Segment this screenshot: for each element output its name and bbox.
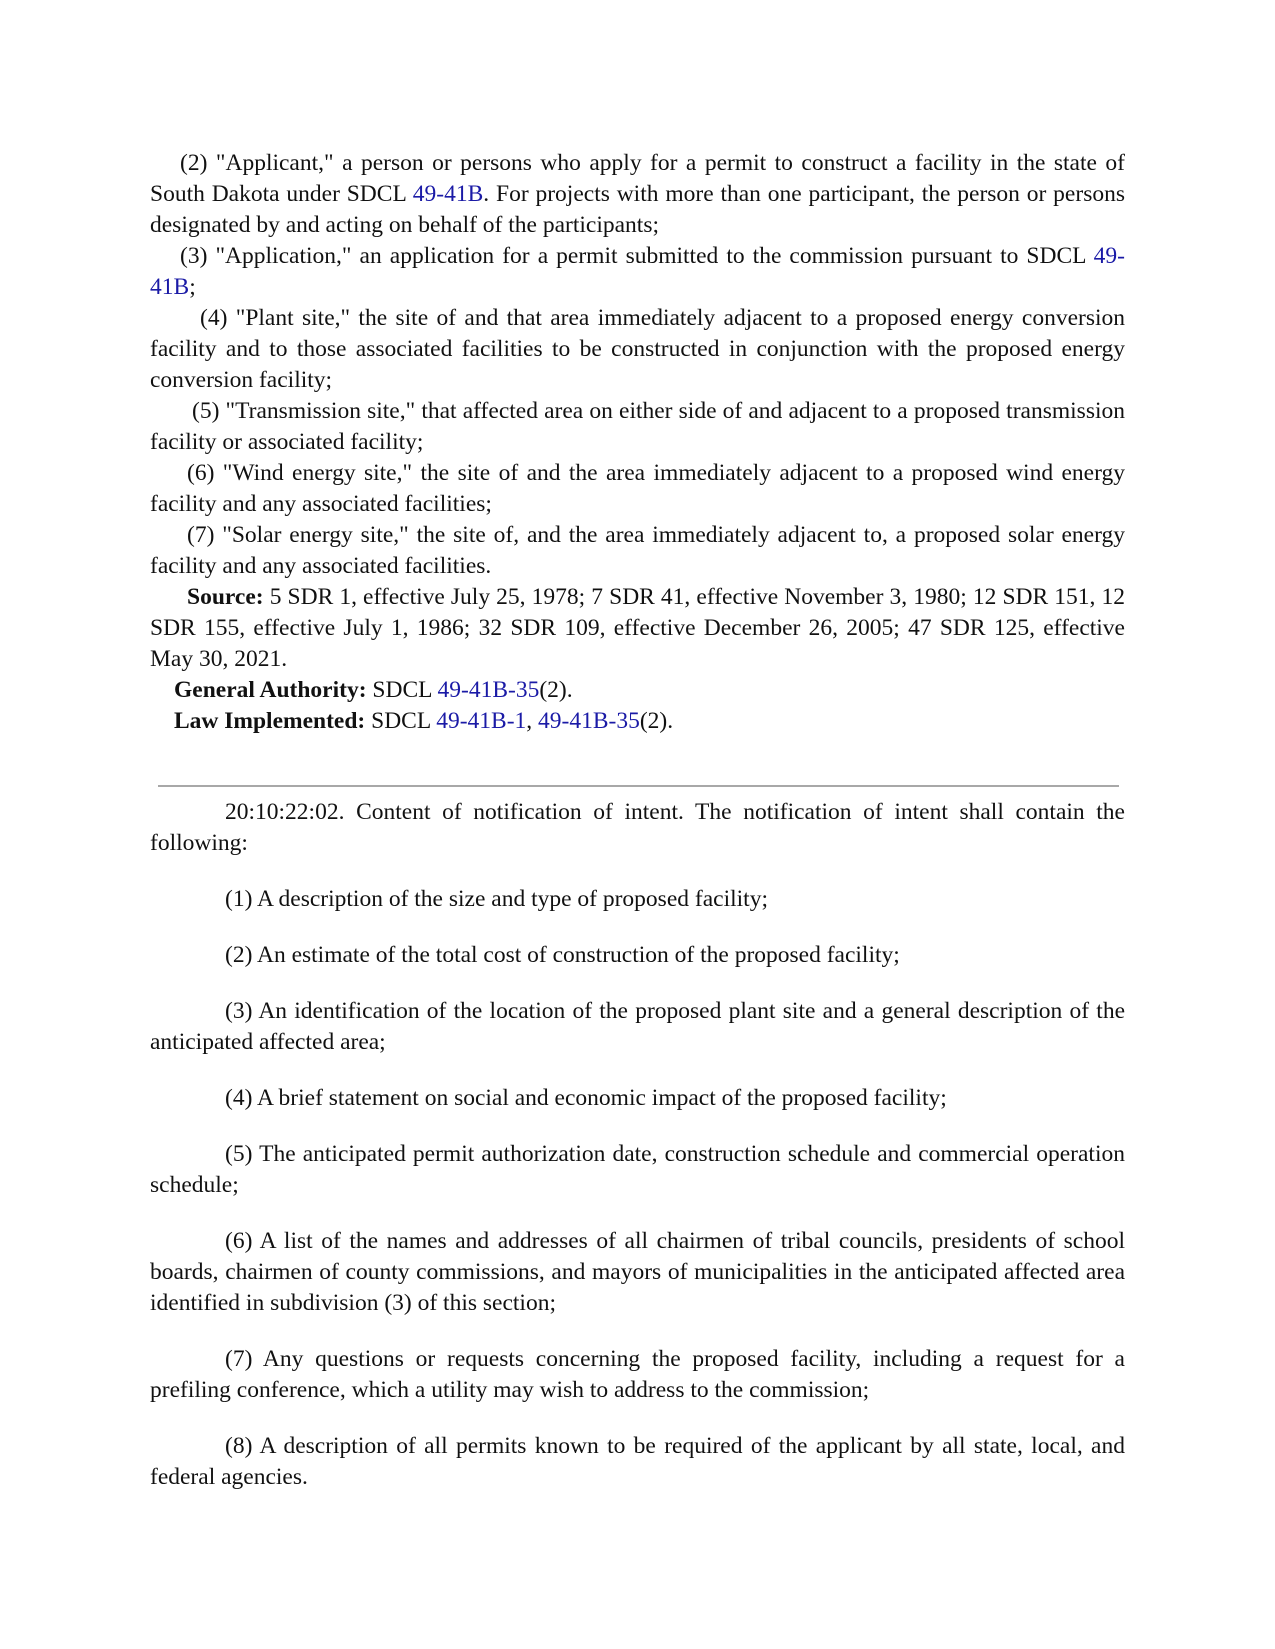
- document-page: [150, 148, 1125, 1493]
- definition-application: [150, 241, 1125, 303]
- implemented-text: (2).: [639, 708, 674, 734]
- definition-text: (3) "Application," an application for a permit submitted to the commission pursuant to SDCL: [180, 243, 1094, 269]
- spacer: [150, 1201, 1125, 1226]
- spacer: [150, 1058, 1125, 1083]
- list-item: (5) The anticipated permit authorization date, construction schedule and commercial operation schedule;: [150, 1141, 1125, 1198]
- implemented-text: ,: [526, 708, 539, 734]
- source-text: 5 SDR 1, effective July 25, 1978; 7 SDR 41, effective November 3, 1980; 12 SDR 151, 12 SDR 155, effective July 1, 1986; 32 SDR 109, effective December 26, 2005; 47 SDR 125, effective May 30, 2021.: [150, 584, 1125, 672]
- list-item: (2) An estimate of the total cost of construction of the proposed facility;: [225, 942, 900, 968]
- source-label: Source:: [187, 584, 264, 610]
- list-item: (7) Any questions or requests concerning the proposed facility, including a request for a prefiling conference, which a utility may wish to address to the commission;: [150, 1346, 1125, 1403]
- definition-applicant: [150, 148, 1125, 241]
- sdcl-link[interactable]: 49-41B-35: [437, 677, 540, 703]
- authority-text: SDCL: [366, 677, 438, 703]
- definition-text: ;: [189, 274, 196, 300]
- spacer: [150, 1114, 1125, 1139]
- law-implemented-label: Law Implemented:: [174, 708, 366, 734]
- definition-wind-energy-site: (6) "Wind energy site," the site of and the area immediately adjacent to a proposed wind energy facility and any associated facilities;: [150, 460, 1125, 517]
- spacer: [150, 1406, 1125, 1431]
- section-heading: 20:10:22:02. Content of notification of intent. The notification of intent shall contain the following:: [150, 799, 1125, 856]
- sdcl-link[interactable]: 49-41B: [412, 181, 484, 207]
- sdcl-link[interactable]: 49-41B-35: [538, 708, 640, 734]
- spacer: [150, 859, 1125, 884]
- section-divider: [158, 785, 1119, 787]
- general-authority-label: General Authority:: [174, 677, 367, 703]
- definition-text: . For projects with more than one participant, the person or persons designated by and acting on behalf of the participants;: [150, 181, 1125, 238]
- spacer: [150, 915, 1125, 940]
- source-note: [150, 582, 1125, 675]
- spacer: [150, 971, 1125, 996]
- definition-text: (2) "Applicant," a person or persons who apply for a permit to construct a facility in the state of South Dakota under SDCL: [150, 150, 1125, 207]
- list-item: (3) An identification of the location of the proposed plant site and a general description of the anticipated affected area;: [150, 998, 1125, 1055]
- definition-transmission-site: (5) "Transmission site," that affected area on either side of and adjacent to a proposed transmission facility or associated facility;: [150, 398, 1125, 455]
- list-item: (1) A description of the size and type of proposed facility;: [225, 886, 768, 912]
- spacer: [150, 1319, 1125, 1344]
- sdcl-link[interactable]: 49-41B-1: [436, 708, 527, 734]
- general-authority: [150, 675, 1125, 706]
- implemented-text: SDCL: [365, 708, 437, 734]
- list-item: (4) A brief statement on social and economic impact of the proposed facility;: [225, 1085, 947, 1111]
- definition-solar-energy-site: (7) "Solar energy site," the site of, and the area immediately adjacent to, a proposed solar energy facility and any associated facilities.: [150, 522, 1125, 579]
- list-item: (8) A description of all permits known to be required of the applicant by all state, local, and federal agencies.: [150, 1433, 1125, 1490]
- authority-text: (2).: [539, 677, 573, 703]
- sdcl-link[interactable]: 49-41B: [150, 243, 1125, 300]
- definition-plant-site: (4) "Plant site," the site of and that area immediately adjacent to a proposed energy conversion facility and to those associated facilities to be constructed in conjunction with the proposed energy conversion facility;: [150, 305, 1125, 393]
- list-item: (6) A list of the names and addresses of all chairmen of tribal councils, presidents of school boards, chairmen of county commissions, and mayors of municipalities in the anticipated affected area identified in subdivision (3) of this section;: [150, 1228, 1125, 1316]
- law-implemented: [150, 706, 1125, 737]
